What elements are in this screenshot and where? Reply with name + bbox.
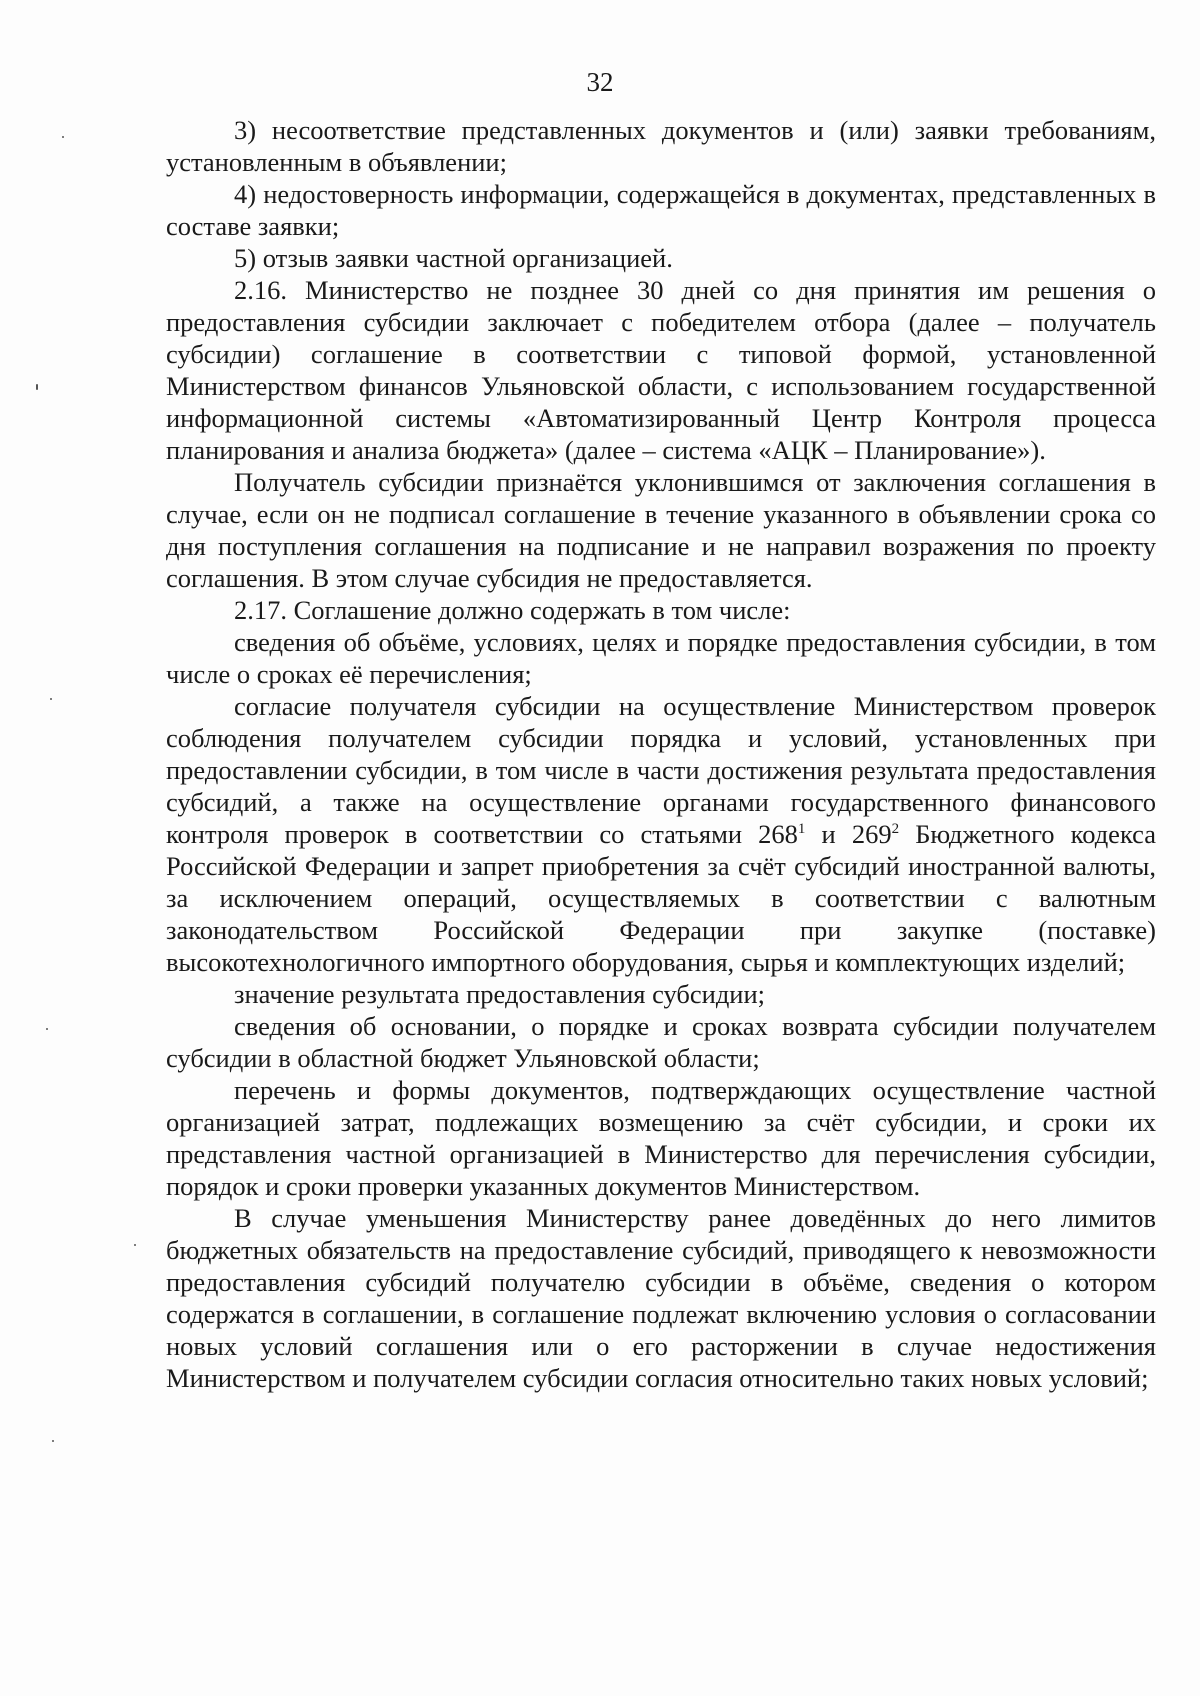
scan-speck [62,136,64,138]
consent-text-before: согласие получателя субсидии на осуществление Министерством проверок соблюдения получателем субсидии порядка и условий, установленных при предоставлении субсидии, в том числе в части достижения результата предоставления субсидий, а также на осуществление органами государственного финансового контроля проверок в соответствии со статьями 268 [166,691,1156,849]
scan-speck [50,698,52,700]
document-body [166,114,1156,1394]
paragraph-budget-reduction: В случае уменьшения Министерству ранее доведённых до него лимитов бюджетных обязательств на предоставление субсидий, приводящего к невозможности предоставления субсидий получателю субсидии в объёме, сведения о котором содержатся в соглашении, в соглашение подлежат включению условия о согласовании новых условий соглашения или о его расторжении в случае недостижения Министерством и получателем субсидии согласия относительно таких новых условий; [166,1203,1156,1393]
paragraph-recipient-evasion: Получатель субсидии признаётся уклонившимся от заключения соглашения в случае, если он не подписал соглашение в течение указанного в объявлении срока со дня поступления соглашения на подписание и не направил возражения по проекту соглашения. В этом случае субсидия не предоставляется. [166,467,1156,593]
paragraph-rejection-reason-3: 3) несоответствие представленных документов и (или) заявки требованиям, установленным в объявлении; [166,115,1156,177]
paragraph-rejection-reason-5: 5) отзыв заявки частной организацией. [234,243,673,273]
paragraph-section-2-17: 2.17. Соглашение должно содержать в том числе: [234,595,791,625]
scan-speck [46,1028,48,1030]
consent-text-middle: и 269 [805,819,892,849]
paragraph-result-value: значение результата предоставления субсидии; [234,979,766,1009]
paragraph-section-2-16: 2.16. Министерство не позднее 30 дней со дня принятия им решения о предоставления субсидии заключает с победителем отбора (далее – получатель субсидии) соглашение в соответствии с типовой формой, установленной Министерством финансов Ульяновской области, с использованием государственной информационной системы «Автоматизированный Центр Контроля процесса планирования и анализа бюджета» (далее – система «АЦК – Планирование»). [166,275,1156,465]
paragraph-documents-list: перечень и формы документов, подтверждающих осуществление частной организацией затрат, подлежащих возмещению за счёт субсидии, и сроки их представления частной организацией в Министерство для перечисления субсидии, порядок и сроки проверки указанных документов Министерством. [166,1075,1156,1201]
paragraph-subsidy-terms: сведения об объёме, условиях, целях и порядке предоставления субсидии, в том числе о сроках её перечисления; [166,627,1156,689]
superscript-2: 2 [891,821,900,838]
paragraph-consent-to-audit [166,690,1156,978]
paragraph-refund-terms: сведения об основании, о порядке и сроках возврата субсидии получателем субсидии в областной бюджет Ульяновской области; [166,1011,1156,1073]
scan-speck [52,1440,54,1442]
page-number: 32 [586,67,614,97]
paragraph-rejection-reason-4: 4) недостоверность информации, содержащейся в документах, представленных в составе заявки; [166,179,1156,241]
scan-speck [36,384,38,390]
scan-speck [134,1244,136,1246]
superscript-1: 1 [797,821,806,838]
consent-text-after: Бюджетного кодекса Российской Федерации и запрет приобретения за счёт субсидий иностранной валюты, за исключением операций, осуществляемых в соответствии с валютным законодательством Российской Федерации при закупке (поставке) высокотехнологичного импортного оборудования, сырья и комплектующих изделий; [166,819,1157,977]
